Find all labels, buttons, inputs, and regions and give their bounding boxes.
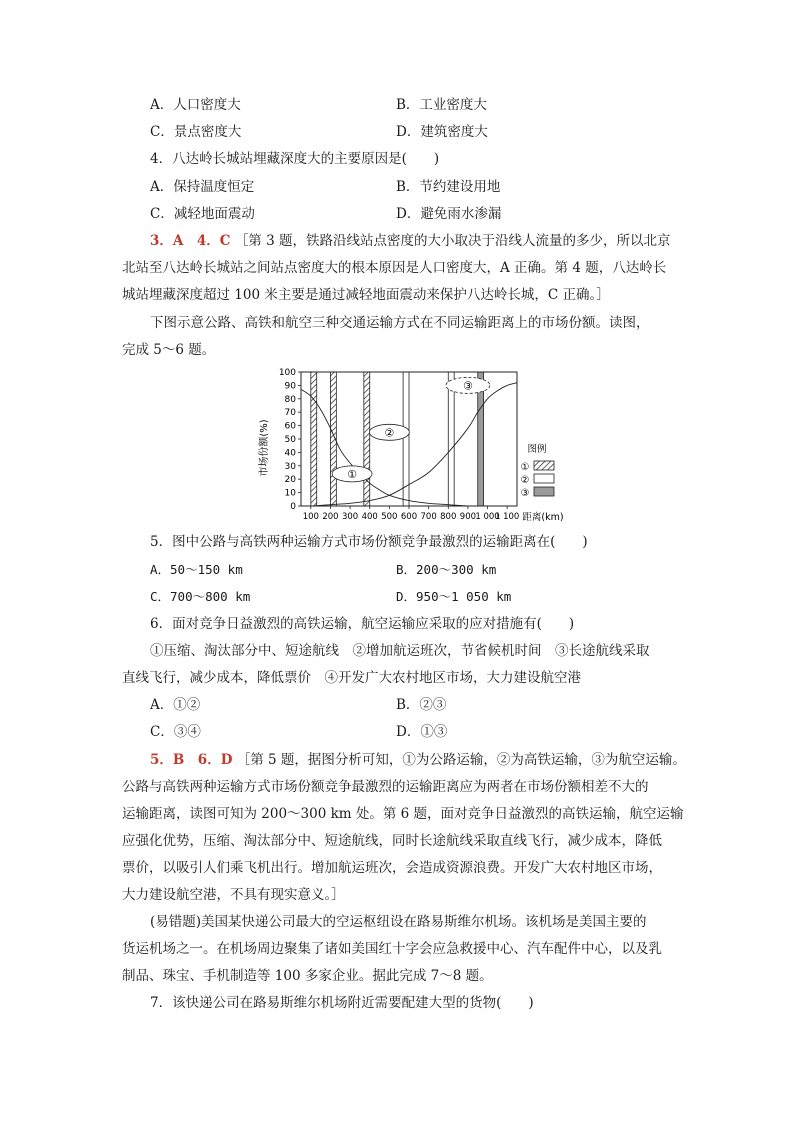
option-3d: D．建筑密度大 xyxy=(396,124,488,140)
x-tick-label: 200 xyxy=(322,512,339,522)
answer-3-4-line2: 北站至八达岭长城站之间站点密度大的根本原因是人口密度大，A 正确。第 4 题，八达岭长 xyxy=(122,260,667,276)
legend-title: 图例 xyxy=(527,444,547,455)
y-tick-label: 70 xyxy=(284,408,296,419)
answer-5-6-line5: 票价，以吸引人们乘飞机出行。增加航运班次，会造成资源浪费。开发广大农村地区市场， xyxy=(122,860,662,876)
y-tick-label: 0 xyxy=(290,502,296,512)
option-5b: B．200～300 km xyxy=(396,562,497,577)
option-5d: D．950～1 050 km xyxy=(396,589,512,604)
y-tick-label: 50 xyxy=(284,435,296,445)
x-tick-label: 1 000 xyxy=(475,512,500,522)
y-tick-label: 20 xyxy=(284,475,296,486)
chart-band-0 xyxy=(311,372,317,506)
option-5a: A．50～150 km xyxy=(150,562,243,577)
question-5-stem: 5．图中公路与高铁两种运输方式市场份额竞争最激烈的运输距离在( ) xyxy=(150,534,588,550)
chart-ylabel: 市场份额(%) xyxy=(259,419,270,477)
y-tick-label: 40 xyxy=(284,448,296,459)
annotation-label-3: ③ xyxy=(462,379,473,393)
answer-5-6-line2: 公路与高铁两种运输方式市场份额竞争最激烈的运输距离应为两者在市场份额相差不大的 xyxy=(122,779,649,795)
option-4c: C．减轻地面震动 xyxy=(150,206,255,222)
question-7-stem: 7．该快递公司在路易斯维尔机场附近需要配建大型的货物( ) xyxy=(150,995,534,1011)
legend-label-2: ② xyxy=(520,475,530,486)
series-line-0 xyxy=(301,389,488,506)
y-tick-label: 100 xyxy=(278,368,296,378)
option-6a: A．①② xyxy=(150,697,201,713)
answer-5-6-label: 5．B 6．D xyxy=(150,752,233,768)
y-tick-label: 90 xyxy=(284,381,296,392)
legend-label-3: ③ xyxy=(520,488,530,499)
x-tick-label: 300 xyxy=(341,512,359,522)
intro-5-6-line2: 完成 5～6 题。 xyxy=(122,342,216,358)
option-3c: C．景点密度大 xyxy=(150,124,242,140)
y-tick-label: 30 xyxy=(284,461,296,472)
question-6-stem: 6．面对竞争日益激烈的高铁运输，航空运输应采取的应对措施有( ) xyxy=(150,616,575,632)
x-tick-label: 800 xyxy=(440,512,457,522)
annotation-label-1: ① xyxy=(347,467,357,481)
intro-5-6-line1: 下图示意公路、高铁和航空三种交通运输方式在不同运输距离上的市场份额。读图， xyxy=(150,315,650,331)
legend-swatch-2 xyxy=(534,474,554,483)
chart-band-2 xyxy=(364,372,370,506)
option-4d: D．避免雨水渗漏 xyxy=(396,206,502,222)
x-tick-label: 100 xyxy=(302,512,319,522)
option-4b: B．节约建设用地 xyxy=(396,179,501,195)
chart-band-4 xyxy=(448,372,454,506)
option-6c: C．③④ xyxy=(150,724,201,740)
x-tick-label: 1 100 xyxy=(495,512,520,522)
question-6-items-line2: 直线飞行，减少成本，降低票价 ④开发广大农村地区市场，大力建设航空港 xyxy=(122,670,581,686)
option-5c: C．700～800 km xyxy=(150,589,251,604)
x-tick-label: 600 xyxy=(400,512,418,522)
answer-5-6-text: ［第 5 题，据图分析可知，①为公路运输，②为高铁运输，③为航空运输。 xyxy=(236,752,686,768)
legend-label-1: ① xyxy=(520,462,530,473)
option-3b: B．工业密度大 xyxy=(396,97,487,113)
option-6b: B．②③ xyxy=(396,697,447,713)
chart-xlabel: 距离(km) xyxy=(522,512,564,523)
answer-3-4-line3: 城站埋藏深度超过 100 米主要是通过减轻地面震动来保护八达岭长城，C 正确。］ xyxy=(122,287,610,303)
x-tick-label: 700 xyxy=(420,512,437,522)
answer-3-4-line1 xyxy=(150,231,670,251)
x-tick-label: 400 xyxy=(361,512,378,522)
option-4a: A．保持温度恒定 xyxy=(150,179,255,195)
market-share-chart xyxy=(255,366,585,526)
question-4-stem: 4．八达岭长城站埋藏深度大的主要原因是( ) xyxy=(150,151,440,167)
intro-7-8-line1: (易错题)美国某快递公司最大的空运枢纽设在路易斯维尔机场。该机场是美国主要的 xyxy=(150,914,647,930)
annotation-label-2: ② xyxy=(384,426,395,440)
y-tick-label: 60 xyxy=(284,421,296,432)
answer-5-6-line3: 运输距离，读图可知为 200～300 km 处。第 6 题，面对竞争日益激烈的高铁运输，航空运输 xyxy=(122,806,684,822)
x-tick-label: 900 xyxy=(459,512,477,522)
intro-7-8-line2: 货运机场之一。在机场周边聚集了诸如美国红十字会应急救援中心、汽车配件中心，以及乳 xyxy=(122,941,662,957)
y-tick-label: 80 xyxy=(284,394,296,405)
answer-5-6-line1 xyxy=(150,750,686,770)
legend-swatch-3 xyxy=(534,487,554,496)
option-6d: D．①③ xyxy=(396,724,448,740)
question-6-items-line1: ①压缩、淘汰部分中、短途航线 ②增加航运班次，节省候机时间 ③长途航线采取 xyxy=(150,643,650,659)
answer-5-6-line6: 大力建设航空港，不具有现实意义。］ xyxy=(122,887,345,903)
answer-5-6-line4: 应强化优势，压缩、淘汰部分中、短途航线，同时长途航线采取直线飞行，减少成本，降低 xyxy=(122,833,662,849)
y-tick-label: 10 xyxy=(284,488,296,499)
x-tick-label: 500 xyxy=(381,512,398,522)
intro-7-8-line3: 制品、珠宝、手机制造等 100 多家企业。据此完成 7～8 题。 xyxy=(122,968,493,984)
answer-3-4-label: 3．A 4．C xyxy=(150,233,231,249)
option-3a: A．人口密度大 xyxy=(150,97,241,113)
legend-swatch-1 xyxy=(534,461,554,470)
answer-3-4-text: ［第 3 题，铁路沿线站点密度的大小取决于沿线人流量的多少，所以北京 xyxy=(234,233,671,249)
